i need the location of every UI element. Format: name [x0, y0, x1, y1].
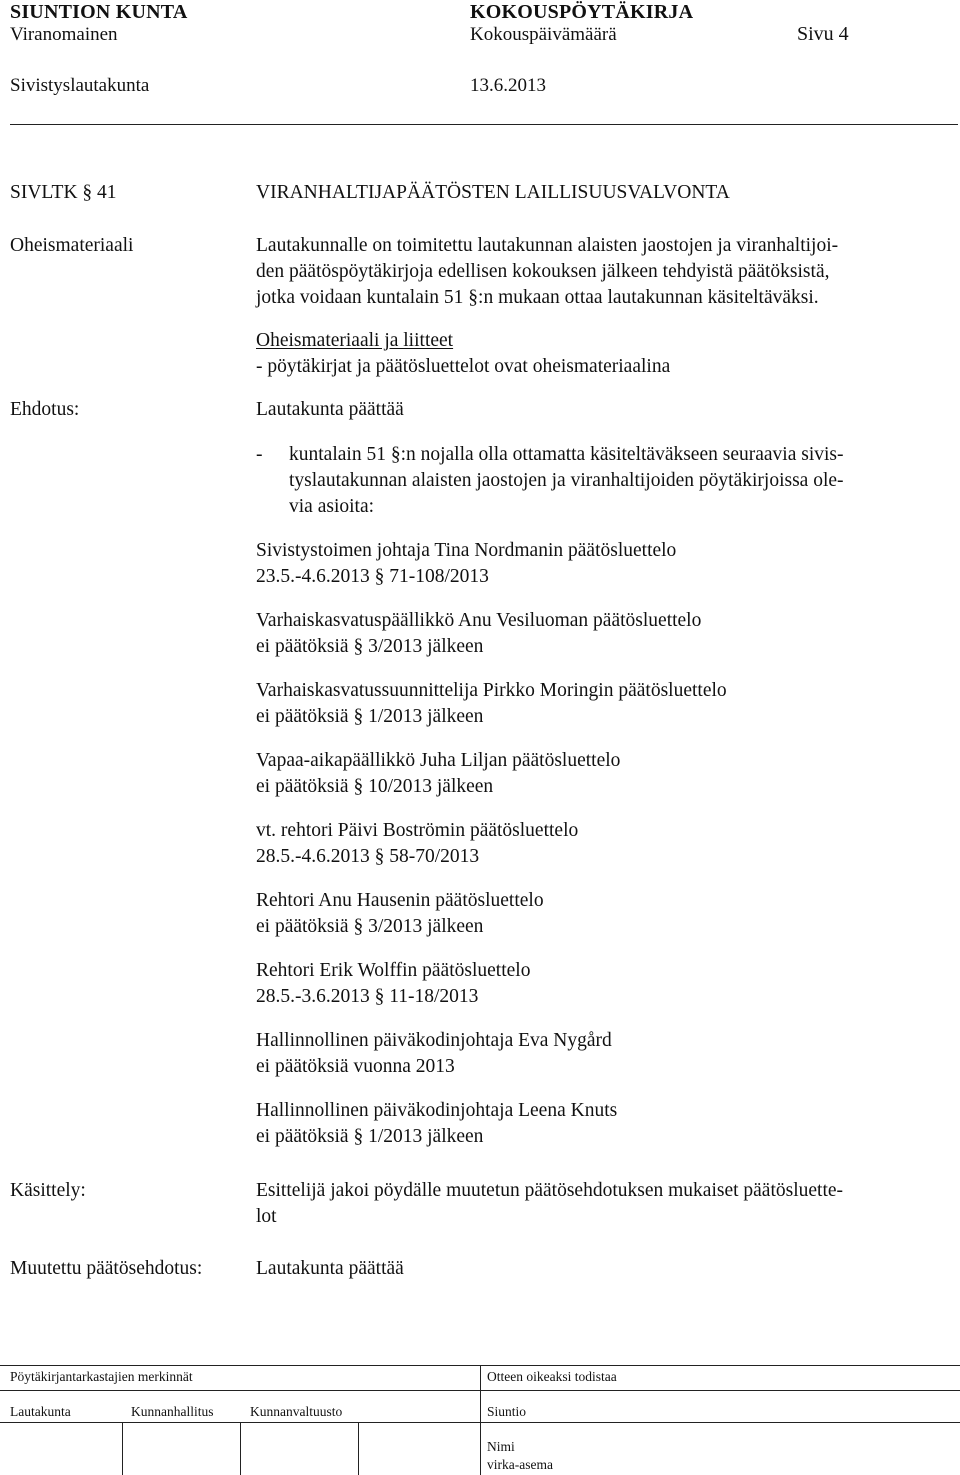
footer-col-divider-3 [358, 1422, 359, 1475]
bullet-line-2: tyslautakunnan alaisten jaostojen ja viranhaltijoiden pöytäkirjoissa ole- [289, 470, 844, 491]
footer-col-kunnanvaltuusto: Kunnanvaltuusto [250, 1404, 343, 1419]
decision-list-detail: 28.5.-3.6.2013 § 11-18/2013 [256, 986, 479, 1007]
authority-name: Sivistyslautakunta [10, 75, 150, 96]
footer-col-lautakunta: Lautakunta [10, 1404, 71, 1419]
footer-col-kunnanhallitus: Kunnanhallitus [131, 1404, 214, 1419]
kasittely-line-2: lot [256, 1206, 277, 1227]
header-divider [10, 124, 958, 125]
footer-col-divider-1 [122, 1422, 123, 1475]
muutettu-text: Lautakunta päättää [256, 1258, 404, 1279]
meeting-date: 13.6.2013 [470, 75, 546, 96]
decision-list-title: Varhaiskasvatussuunnittelija Pirkko Moringin päätösluettelo [256, 680, 727, 701]
bullet-line-3: via asioita: [289, 496, 375, 517]
document-type: KOKOUSPÖYTÄKIRJA [470, 1, 694, 23]
decision-list-detail: ei päätöksiä § 3/2013 jälkeen [256, 636, 484, 657]
oheismateriaali-line-1: Lautakunnalle on toimitettu lautakunnan alaisten jaostojen ja viranhaltijoi- [256, 235, 839, 256]
checkers-label: Pöytäkirjantarkastajien merkinnät [10, 1369, 193, 1384]
decision-list-title: Rehtori Anu Hausenin päätösluettelo [256, 890, 544, 911]
bullet-dash: - [256, 444, 263, 465]
decision-list-detail: ei päätöksiä vuonna 2013 [256, 1056, 455, 1077]
org-name: SIUNTION KUNTA [10, 1, 188, 23]
footer-name-label: Nimi [487, 1439, 515, 1454]
decision-list-title: Hallinnollinen päiväkodinjohtaja Eva Nygård [256, 1030, 612, 1051]
certified-label: Otteen oikeaksi todistaa [487, 1369, 617, 1384]
page-number: Sivu 4 [797, 23, 849, 45]
decision-list-title: Vapaa-aikapäällikkö Juha Liljan päätösluettelo [256, 750, 621, 771]
decision-list-detail: ei päätöksiä § 1/2013 jälkeen [256, 706, 484, 727]
decision-list-detail: ei päätöksiä § 10/2013 jälkeen [256, 776, 494, 797]
ehdotus-decides: Lautakunta päättää [256, 399, 404, 420]
attachments-heading: Oheismateriaali ja liitteet [256, 330, 454, 351]
decision-list-title: Rehtori Erik Wolffin päätösluettelo [256, 960, 531, 981]
attachments-line: - pöytäkirjat ja päätösluettelot ovat oheismateriaalina [256, 356, 671, 377]
kasittely-label: Käsittely: [10, 1180, 86, 1201]
decision-list-title: Hallinnollinen päiväkodinjohtaja Leena Knuts [256, 1100, 618, 1121]
bullet-line-1: kuntalain 51 §:n nojalla olla ottamatta käsiteltäväkseen seuraavia sivis- [289, 444, 844, 465]
decision-list-detail: 28.5.-4.6.2013 § 58-70/2013 [256, 846, 480, 867]
authority-label: Viranomainen [10, 24, 118, 45]
footer-title-label: virka-asema [487, 1457, 553, 1472]
oheismateriaali-label: Oheismateriaali [10, 235, 134, 256]
oheismateriaali-line-2: den päätöspöytäkirjoja edellisen kokouksen jälkeen tehdyistä päätöksistä, [256, 261, 830, 282]
footer-col-divider-2 [240, 1422, 241, 1475]
section-title: VIRANHALTIJAPÄÄTÖSTEN LAILLISUUSVALVONTA [256, 182, 730, 203]
muutettu-label: Muutettu päätösehdotus: [10, 1258, 203, 1279]
footer-center-divider [480, 1365, 481, 1475]
decision-list-title: vt. rehtori Päivi Boströmin päätösluettelo [256, 820, 579, 841]
oheismateriaali-line-3: jotka voidaan kuntalain 51 §:n mukaan ottaa lautakunnan käsiteltäväksi. [256, 287, 819, 308]
decision-list-title: Sivistystoimen johtaja Tina Nordmanin päätösluettelo [256, 540, 677, 561]
decision-list-detail: ei päätöksiä § 1/2013 jälkeen [256, 1126, 484, 1147]
date-label: Kokouspäivämäärä [470, 24, 617, 45]
footer-place: Siuntio [487, 1404, 527, 1419]
ehdotus-label: Ehdotus: [10, 399, 80, 420]
section-id: SIVLTK § 41 [10, 182, 117, 203]
decision-list-detail: ei päätöksiä § 3/2013 jälkeen [256, 916, 484, 937]
decision-list-title: Varhaiskasvatuspäällikkö Anu Vesiluoman päätösluettelo [256, 610, 702, 631]
decision-list-detail: 23.5.-4.6.2013 § 71-108/2013 [256, 566, 489, 587]
kasittely-line-1: Esittelijä jakoi pöydälle muutetun päätösehdotuksen mukaiset päätösluette- [256, 1180, 844, 1201]
